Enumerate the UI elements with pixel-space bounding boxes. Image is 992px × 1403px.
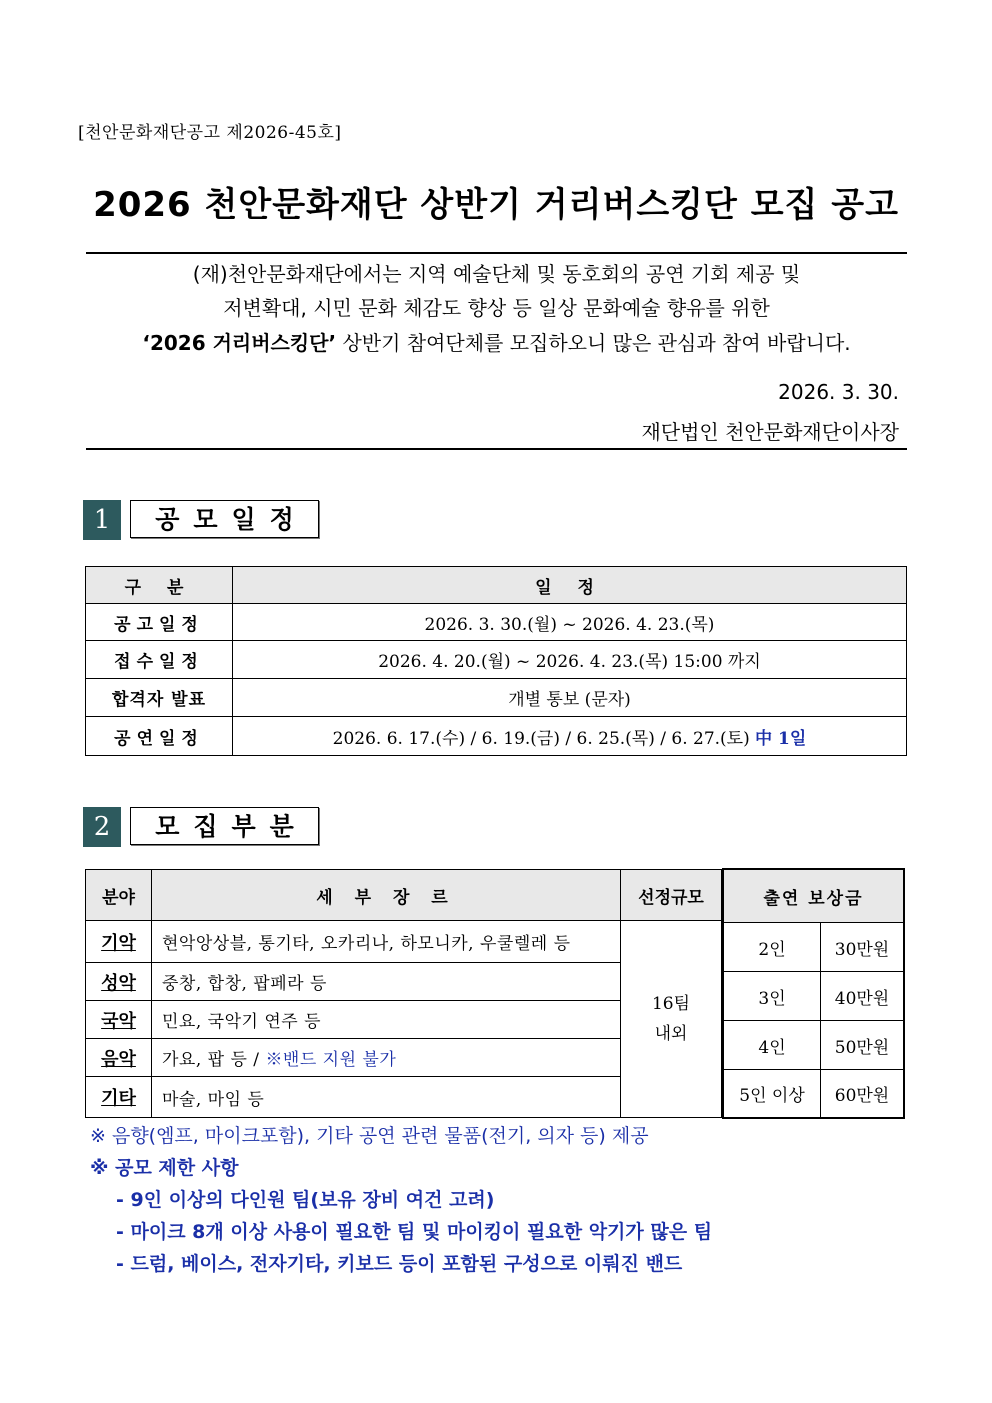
schedule-header-date: 일 정	[233, 567, 907, 604]
schedule-header-category: 구 분	[86, 567, 233, 604]
recruit-header-genre: 세 부 장 르	[152, 870, 621, 921]
top-divider	[86, 252, 907, 254]
intro-line-3	[86, 327, 907, 356]
recruit-field: 국악	[86, 1001, 152, 1039]
intro-event-name: ‘2026 거리버스킹단’	[142, 331, 337, 355]
provision-note: ※ 음향(엠프, 마이크포함), 기타 공연 관련 물품(전기, 의자 등) 제공	[90, 1125, 649, 1147]
reward-row	[723, 1070, 904, 1118]
recruit-field: 기타	[86, 1077, 152, 1118]
reward-amount: 30만원	[821, 923, 905, 972]
reward-amount: 40만원	[821, 972, 905, 1021]
schedule-label: 공고일정	[86, 604, 233, 641]
reward-header: 출연 보상금	[723, 869, 904, 923]
reward-table	[722, 868, 905, 1119]
performance-dates: 2026. 6. 17.(수) / 6. 19.(금) / 6. 25.(목) / 6. 27.(토)	[332, 728, 756, 749]
intro-line-1: (재)천안문화재단에서는 지역 예술단체 및 동호회의 공연 기회 제공 및	[192, 262, 801, 286]
section-1-title: 공모일정	[130, 500, 319, 538]
restriction-item: - 마이크 8개 이상 사용이 필요한 팀 및 마이킹이 필요한 악기가 많은 팀	[116, 1221, 713, 1243]
schedule-value: 2026. 3. 30.(월) ~ 2026. 4. 23.(목)	[233, 604, 907, 641]
reward-header-row	[723, 869, 904, 923]
schedule-row	[86, 717, 907, 756]
recruit-genre: 마술, 마임 등	[152, 1077, 621, 1118]
recruit-genre-text: 가요, 팝 등 /	[162, 1050, 266, 1070]
schedule-label: 접수일정	[86, 641, 233, 679]
recruit-row	[86, 921, 722, 963]
issuer: 재단법인 천안문화재단이사장	[641, 420, 899, 444]
reward-row	[723, 923, 904, 972]
restriction-item: - 드럼, 베이스, 전자기타, 키보드 등이 포함된 구성으로 이뤄진 밴드	[116, 1253, 683, 1275]
performance-note: 中 1일	[755, 728, 807, 749]
schedule-value	[233, 717, 907, 756]
restriction-item: - 9인 이상의 다인원 팀(보유 장비 여건 고려)	[116, 1189, 495, 1211]
reward-amount: 50만원	[821, 1021, 905, 1070]
page-title: 2026 천안문화재단 상반기 거리버스킹단 모집 공고	[93, 185, 899, 225]
schedule-row	[86, 604, 907, 641]
recruit-scale	[621, 921, 722, 1118]
reward-row	[723, 972, 904, 1021]
reward-people: 4인	[723, 1021, 821, 1070]
schedule-table	[85, 566, 907, 756]
reward-people: 5인 이상	[723, 1070, 821, 1118]
schedule-label: 합격자 발표	[86, 679, 233, 717]
recruit-genre: 중창, 합창, 팝페라 등	[152, 963, 621, 1001]
reward-people: 3인	[723, 972, 821, 1021]
recruit-field: 기악	[86, 921, 152, 963]
schedule-header-row	[86, 567, 907, 604]
notice-number: [천안문화재단공고 제2026-45호]	[78, 123, 342, 143]
recruit-header-field: 분야	[86, 870, 152, 921]
recruit-header-row	[86, 870, 722, 921]
recruit-genre	[152, 1039, 621, 1077]
reward-people: 2인	[723, 923, 821, 972]
reward-amount: 60만원	[821, 1070, 905, 1118]
intro-line-2: 저변확대, 시민 문화 체감도 향상 등 일상 문화예술 향유를 위한	[223, 296, 770, 320]
notice-date: 2026. 3. 30.	[778, 380, 899, 404]
recruit-header-scale: 선정규모	[621, 870, 722, 921]
recruit-field: 음악	[86, 1039, 152, 1077]
bottom-divider	[86, 448, 907, 450]
recruit-scale-count: 16팀	[651, 994, 691, 1014]
band-not-supported-note: ※밴드 지원 불가	[265, 1050, 397, 1070]
schedule-label: 공연일정	[86, 717, 233, 756]
recruit-field: 성악	[86, 963, 152, 1001]
schedule-value: 2026. 4. 20.(월) ~ 2026. 4. 23.(목) 15:00 까지	[233, 641, 907, 679]
restriction-title: ※ 공모 제한 사항	[90, 1157, 239, 1179]
reward-row	[723, 1021, 904, 1070]
recruit-genre: 민요, 국악기 연주 등	[152, 1001, 621, 1039]
schedule-row	[86, 641, 907, 679]
recruit-scale-suffix: 내외	[654, 1024, 688, 1044]
recruit-table	[85, 869, 722, 1118]
section-2-number: 2	[83, 807, 121, 847]
recruit-genre: 현악앙상블, 통기타, 오카리나, 하모니카, 우쿨렐레 등	[152, 921, 621, 963]
section-2-title: 모집부분	[130, 807, 319, 845]
section-1-number: 1	[83, 500, 121, 540]
intro-line-3-rest: 상반기 참여단체를 모집하오니 많은 관심과 참여 바랍니다.	[336, 331, 851, 355]
schedule-value: 개별 통보 (문자)	[233, 679, 907, 717]
schedule-row	[86, 679, 907, 717]
